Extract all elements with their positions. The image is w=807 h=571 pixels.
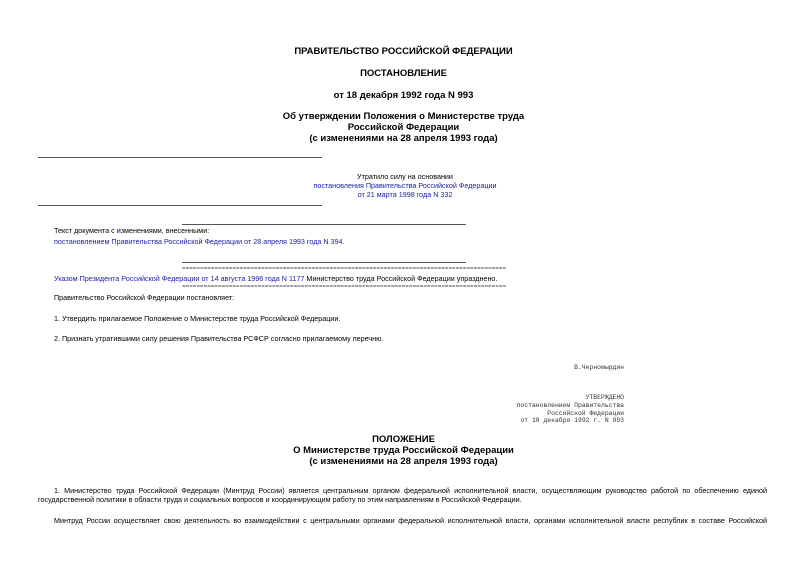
annulled-note — [260, 172, 550, 199]
dashed-divider: ========================================================================================== — [182, 283, 507, 290]
approval-line3: Российской Федерации — [547, 409, 624, 417]
approval-line1: УТВЕРЖДЕНО — [585, 394, 624, 401]
regulation-subtitle: О Министерстве труда Российской Федерации — [293, 445, 514, 456]
annulled-text: Утратило силу на основании — [357, 172, 453, 181]
approval-stamp — [470, 394, 624, 425]
approval-line4: от 18 декабря 1992 г. N 993 — [520, 417, 624, 425]
document-title-line2: Российской Федерации — [347, 122, 460, 133]
divider — [38, 157, 322, 158]
regulation-paragraph-2: Минтруд России осуществляет свою деятельность во взаимодействии с центральными органами федеральной исполнительной власти, органами исполнительной власти республик в составе Российской — [54, 516, 767, 525]
regulation-paragraph-1: 1. Министерство труда Российской Федерации (Минтруд России) является центральным органом федеральной исполнительной власти, осуществляющим руководство работой по обеспечению единой государственной политики в области труда и социальных вопросов и координирующим работу по этим направлениям в Российской Федерации. — [38, 486, 767, 504]
decree-item-2: 2. Признать утратившими силу решения Правительства РСФСР согласно прилагаемому перечню. — [54, 334, 384, 343]
document-date-number: от 18 декабря 1992 года N 993 — [333, 90, 474, 101]
annulled-link-line2[interactable]: от 21 марта 1998 года N 332 — [357, 190, 453, 199]
decree-link[interactable]: Указом Президента Российской Федерации от 14 августа 1996 года N 1177 — [54, 274, 305, 283]
divider — [182, 224, 466, 225]
regulation-title: ПОЛОЖЕНИЕ — [372, 434, 435, 445]
regulation-heading — [0, 434, 807, 467]
decree-note — [54, 274, 497, 283]
annulled-link-line1[interactable]: постановления Правительства Российской Федерации — [313, 181, 497, 190]
divider — [38, 205, 322, 206]
document-type: ПОСТАНОВЛЕНИЕ — [360, 68, 447, 79]
amendments-link[interactable]: постановлением Правительства Российской Федерации от 28 апреля 1993 года N 394. — [54, 237, 345, 246]
document-title-line3: (с изменениями на 28 апреля 1993 года) — [309, 133, 498, 144]
dashed-divider: ========================================================================================== — [182, 265, 507, 272]
government-heading: ПРАВИТЕЛЬСТВО РОССИЙСКОЙ ФЕДЕРАЦИИ — [294, 46, 513, 57]
divider — [182, 262, 466, 263]
approval-line2: постановлением Правительства — [516, 401, 624, 409]
regulation-amend: (с изменениями на 28 апреля 1993 года) — [309, 456, 498, 467]
decree-item-1: 1. Утвердить прилагаемое Положение о Министерстве труда Российской Федерации. — [54, 314, 341, 323]
signature: В.Черномырдин — [574, 364, 624, 371]
decree-text: Министерство труда Российской Федерации упразднено. — [304, 274, 498, 283]
decree-intro: Правительство Российской Федерации постановляет: — [54, 293, 235, 302]
amendments-text: Текст документа с изменениями, внесенными: — [54, 226, 210, 235]
document-title-line1: Об утверждении Положения о Министерстве труда — [282, 111, 525, 122]
document-title — [0, 111, 807, 144]
